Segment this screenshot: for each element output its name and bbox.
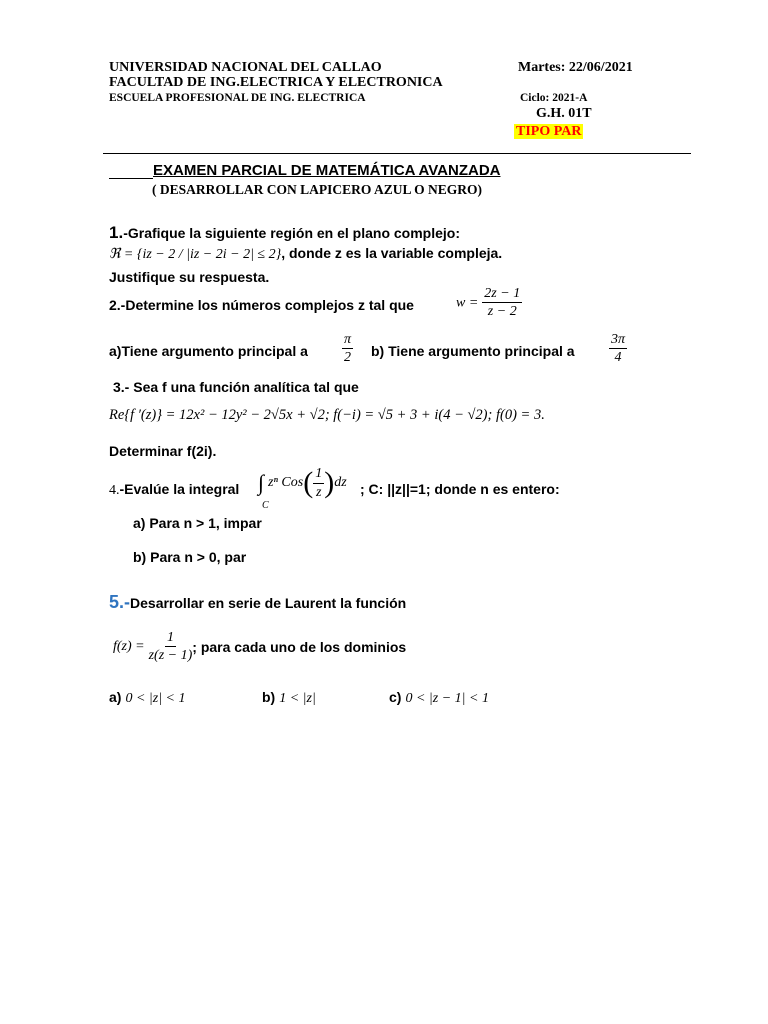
faculty-name: FACULTAD DE ING.ELECTRICA Y ELECTRONICA bbox=[109, 75, 443, 90]
domain-a-label: a) bbox=[109, 689, 122, 705]
question-5-number: 5.- bbox=[109, 592, 131, 612]
university-name: UNIVERSIDAD NACIONAL DEL CALLAO bbox=[109, 60, 382, 75]
three-pi-over-4-numerator: 3π bbox=[609, 332, 627, 349]
school-name: ESCUELA PROFESIONAL DE ING. ELECTRICA bbox=[109, 92, 366, 104]
domain-b-label: b) bbox=[262, 689, 276, 705]
question-4-tail: ; C: ||z||=1; donde n es entero: bbox=[360, 481, 560, 497]
question-4 bbox=[109, 481, 239, 499]
exam-title bbox=[109, 162, 501, 179]
question-5-tail: ; para cada uno de los dominios bbox=[192, 638, 407, 655]
fz-denominator: z(z − 1) bbox=[148, 648, 193, 664]
exam-type-badge bbox=[514, 122, 583, 140]
question-2-text: 2.-Determine los números complejos z tal que bbox=[109, 297, 414, 313]
w-denominator: z − 2 bbox=[487, 304, 517, 320]
question-2b-fraction bbox=[609, 332, 627, 366]
w-label: w = bbox=[456, 295, 479, 311]
exam-subtitle: ( DESARROLLAR CON LAPICERO AZUL O NEGRO) bbox=[152, 182, 483, 197]
domain-a-formula: 0 < |z| < 1 bbox=[125, 691, 186, 706]
pi-over-2-denominator: 2 bbox=[344, 350, 351, 366]
fz-numerator: 1 bbox=[165, 630, 176, 647]
three-pi-over-4-denominator: 4 bbox=[614, 350, 622, 366]
domain-c-label: c) bbox=[389, 689, 402, 705]
domain-b-formula: 1 < |z| bbox=[279, 691, 316, 706]
question-4-number: 4. bbox=[109, 483, 120, 498]
integrand: zⁿ Cos bbox=[268, 475, 304, 490]
question-2a-text: a)Tiene argumento principal a bbox=[109, 343, 308, 359]
integrand-dz: dz bbox=[334, 475, 347, 490]
group-code: G.H. 01T bbox=[536, 106, 592, 121]
question-1-text: -Grafique la siguiente región en el plano complejo: bbox=[123, 225, 461, 241]
exam-cycle: Ciclo: 2021-A bbox=[520, 92, 588, 104]
question-3-text: 3.- Sea f una función analítica tal que bbox=[113, 379, 359, 395]
exam-date: Martes: 22/06/2021 bbox=[518, 60, 633, 75]
question-2a-fraction bbox=[342, 332, 353, 366]
domain-b bbox=[262, 689, 316, 707]
question-1-region bbox=[109, 245, 502, 263]
question-2b-text: b) Tiene argumento principal a bbox=[371, 343, 575, 359]
title-underline-lead bbox=[109, 164, 153, 179]
contour-subscript: C bbox=[262, 500, 269, 511]
pi-over-2-numerator: π bbox=[342, 332, 353, 349]
question-4-text: -Evalúe la integral bbox=[119, 481, 240, 497]
question-1-justify: Justifique su respuesta. bbox=[109, 269, 270, 285]
question-3-determine: Determinar f(2i). bbox=[109, 443, 217, 459]
question-4b: b) Para n > 0, par bbox=[133, 549, 247, 565]
integral-sign: ∫ bbox=[258, 470, 265, 495]
question-5 bbox=[109, 592, 406, 613]
header-divider bbox=[103, 153, 691, 154]
question-1-number: 1. bbox=[109, 223, 124, 242]
exam-title-text: EXAMEN PARCIAL DE MATEMÁTICA AVANZADA bbox=[153, 162, 501, 179]
w-numerator: 2z − 1 bbox=[482, 286, 522, 303]
question-1 bbox=[109, 223, 460, 243]
domain-c-formula: 0 < |z − 1| < 1 bbox=[405, 691, 489, 706]
domain-a bbox=[109, 689, 186, 707]
fz-label: f(z) = bbox=[113, 638, 145, 654]
region-tail: , donde z es la variable compleja. bbox=[281, 245, 503, 261]
question-2-w-formula bbox=[456, 286, 522, 320]
region-formula: ℜ = {iz − 2 / |iz − 2i − 2| ≤ 2} bbox=[109, 247, 282, 262]
exam-type-label: TIPO PAR bbox=[516, 124, 582, 139]
integrand-denominator: z bbox=[315, 484, 322, 500]
question-3-formula: Re{f ′(z)} = 12x² − 12y² − 2√5x + √2; f(−i) = √5 + 3 + i(4 − √2); f(0) = 3. bbox=[109, 407, 545, 423]
question-4-integral: ∫ zⁿ Cos( $\frac{1}{z}$ )dz bbox=[258, 466, 347, 500]
question-4a: a) Para n > 1, impar bbox=[133, 515, 262, 531]
question-5-function bbox=[113, 630, 406, 664]
domain-c bbox=[389, 689, 489, 707]
integrand-numerator: 1 bbox=[313, 466, 324, 483]
question-5-text: Desarrollar en serie de Laurent la función bbox=[130, 595, 407, 611]
